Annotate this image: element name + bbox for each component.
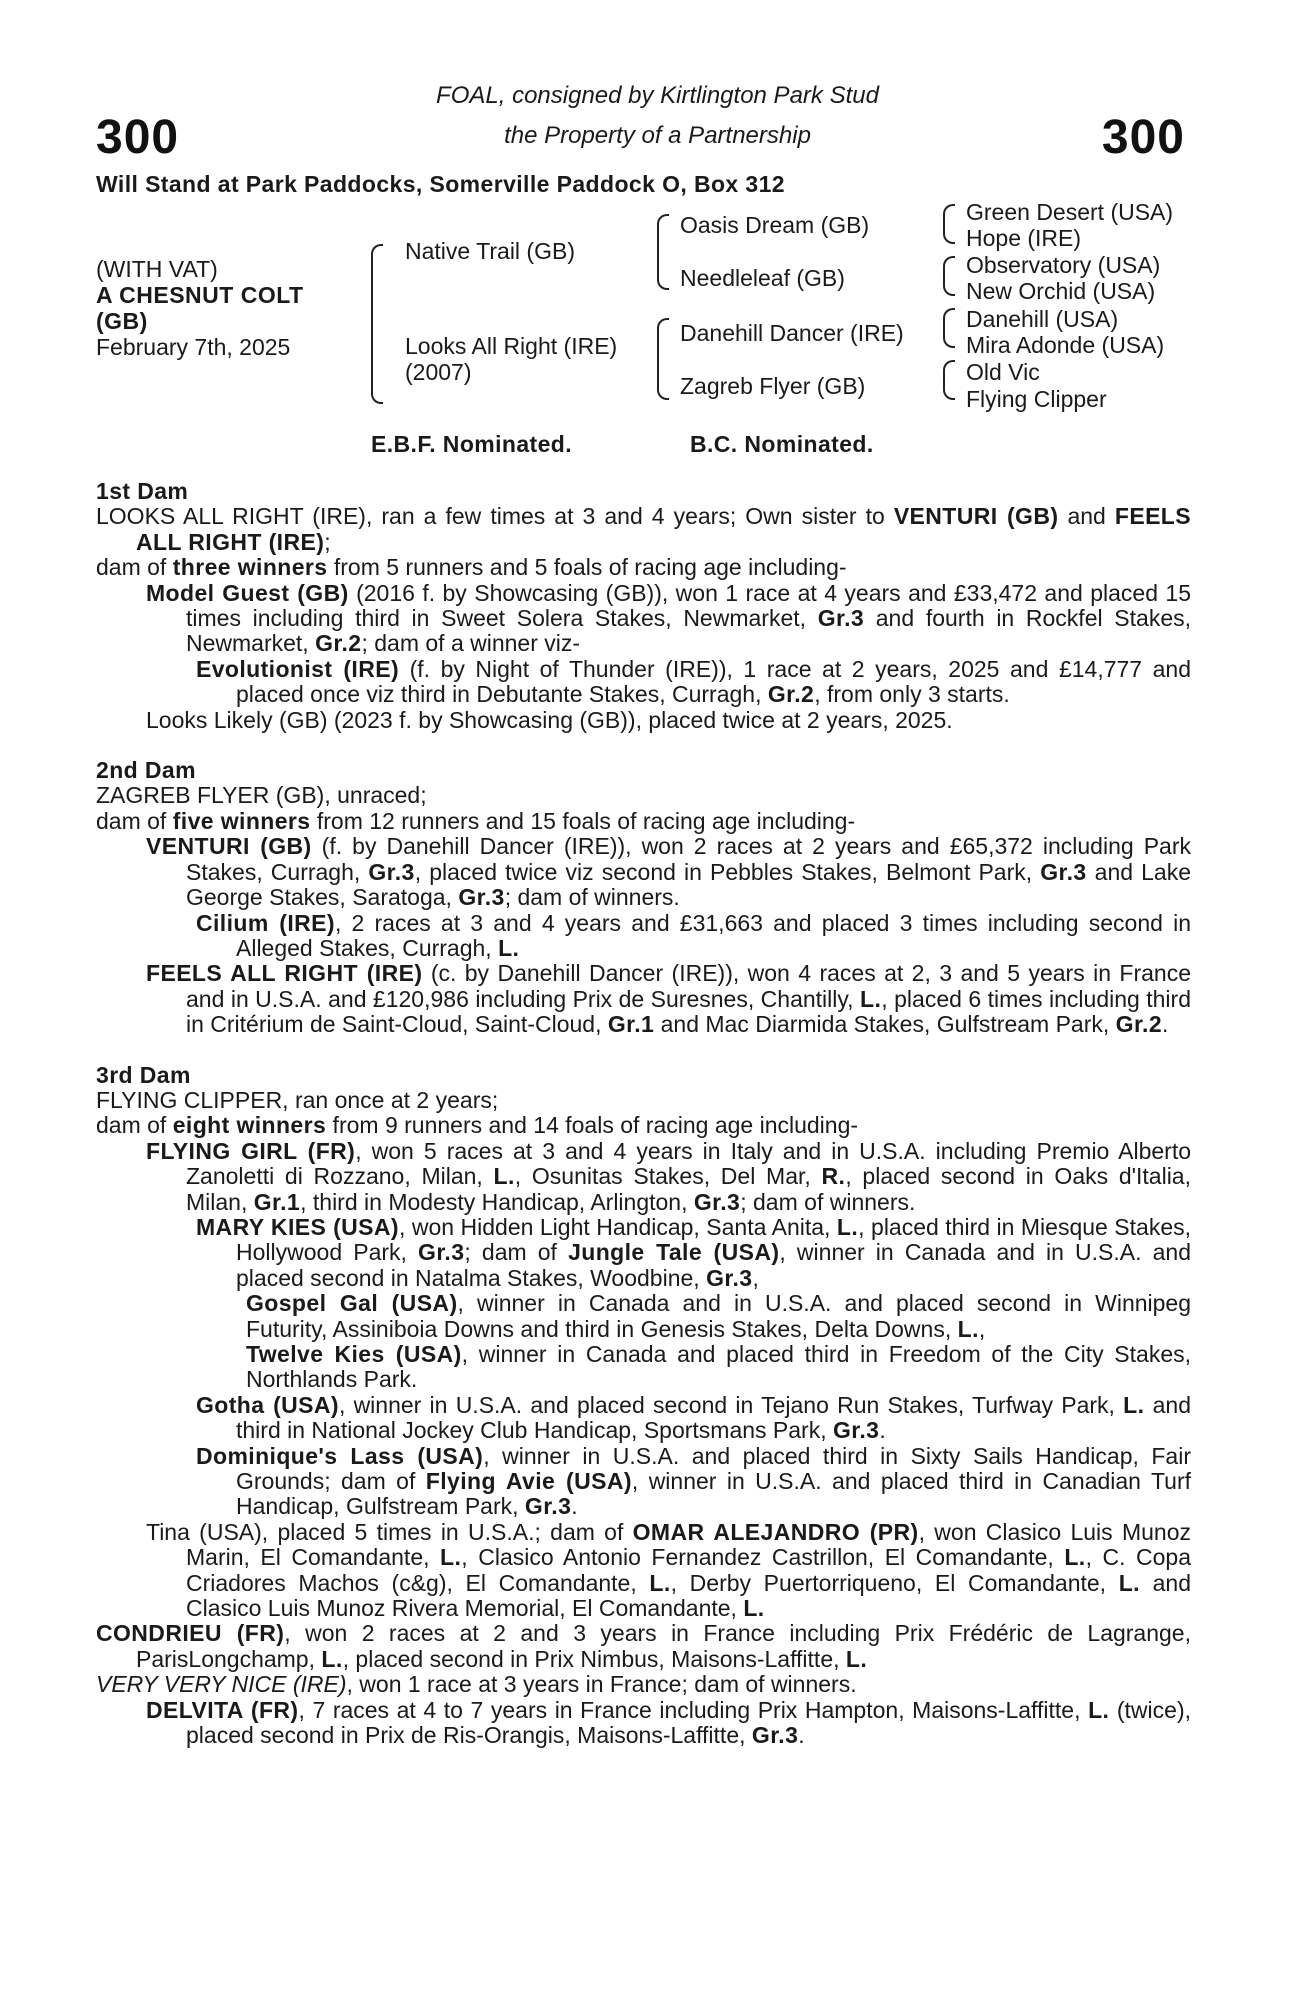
pedigree-dam: Looks All Right (IRE) bbox=[405, 333, 618, 359]
third-dam-heading: 3rd Dam bbox=[96, 1061, 191, 1088]
lot-number-right: 300 bbox=[1101, 111, 1185, 164]
pedigree-brace-g1 bbox=[943, 204, 955, 244]
second-dam-heading: 2nd Dam bbox=[96, 757, 196, 784]
looks-likely-entry: Looks Likely (GB) (2023 f. by Showcasing (GB)), placed twice at 2 years, 2025. bbox=[146, 706, 953, 733]
lot-number-left: 300 bbox=[96, 111, 180, 164]
venturi-entry: VENTURI (GB) (f. by Danehill Dancer (IRE)), won 2 races at 2 years and £65,372 including Park Stakes, Curragh, Gr.3, placed twice viz second in Pebbles Stakes, Belmont Park, Gr.3 and Lake George Stakes, Saratoga, Gr.3; dam of winners. bbox=[146, 833, 1192, 911]
second-dam-intro: ZAGREB FLYER (GB), unraced; bbox=[96, 782, 427, 809]
evolutionist-entry: Evolutionist (IRE) (f. by Night of Thunder (IRE)), 1 race at 2 years, 2025 and £14,777 and placed once viz third in Debutante Stakes, Curragh, Gr.2, from only 3 starts. bbox=[196, 655, 1191, 708]
pedigree-brace-g3 bbox=[943, 308, 955, 348]
delvita-entry: DELVITA (FR), 7 races at 4 to 7 years in France including Prix Hampton, Maisons-Laffitte, L. (twice), placed second in Prix de Ris-Orangis, Maisons-Laffitte, Gr.3. bbox=[146, 1696, 1191, 1749]
mary-kies-entry: MARY KIES (USA), won Hidden Light Handicap, Santa Anita, L., placed third in Miesque Stakes, Hollywood Park, Gr.3; dam of Jungle Tale (USA), winner in Canada and in U.S.A. and placed second in Natalma Stakes, Woodbine, Gr.3, bbox=[196, 1213, 1192, 1291]
pedigree-sire-sire: Oasis Dream (GB) bbox=[680, 212, 870, 238]
pedigree-sire-dam: Needleleaf (GB) bbox=[680, 265, 845, 291]
pedigree-g3-5: Danehill (USA) bbox=[966, 306, 1119, 332]
pedigree-brace-main bbox=[371, 244, 383, 404]
first-dam-heading: 1st Dam bbox=[96, 478, 189, 504]
condrieu-entry: CONDRIEU (FR), won 2 races at 2 and 3 years in France including Prix Frédéric de Lagrange, ParisLongchamp, L., placed second in Prix Nimbus, Maisons-Laffitte, L. bbox=[96, 1620, 1191, 1672]
pedigree-brace-g4 bbox=[943, 360, 955, 400]
pedigree-g3-3: Observatory (USA) bbox=[966, 252, 1161, 278]
tina-entry: Tina (USA), placed 5 times in U.S.A.; dam of OMAR ALEJANDRO (PR), won Clasico Luis Munoz Marin, El Comandante, L., Clasico Antonio Fernandez Castrillon, El Comandante, L., C. Copa Criadores Machos (c&g), El Comandante, L., Derby Puertorriqueno, El Comandante, L. and Clasico Luis Munoz Rivera Memorial, El Comandante, L. bbox=[146, 1518, 1192, 1622]
first-dam-produce: dam of three winners from 5 runners and 5 foals of racing age including- bbox=[96, 554, 847, 581]
horse-origin: (GB) bbox=[96, 308, 148, 334]
property-line: the Property of a Partnership bbox=[504, 122, 811, 149]
second-dam-produce: dam of five winners from 12 runners and 15 foals of racing age including- bbox=[96, 807, 856, 834]
pedigree-g3-4: New Orchid (USA) bbox=[966, 278, 1156, 304]
pedigree-brace-sire bbox=[657, 214, 669, 290]
very-very-nice-entry: VERY VERY NICE (IRE), won 1 race at 3 years in France; dam of winners. bbox=[96, 1671, 857, 1698]
bc-nomination: B.C. Nominated. bbox=[690, 431, 874, 457]
twelve-kies-entry: Twelve Kies (USA), winner in Canada and placed third in Freedom of the City Stakes, Northlands Park. bbox=[246, 1341, 1191, 1393]
foaling-date: February 7th, 2025 bbox=[96, 334, 291, 360]
catalogue-body bbox=[96, 479, 1191, 1749]
pedigree-dam-sire: Danehill Dancer (IRE) bbox=[680, 320, 904, 346]
pedigree-brace-g2 bbox=[943, 256, 955, 296]
third-dam-produce: dam of eight winners from 9 runners and 14 foals of racing age including- bbox=[96, 1112, 859, 1139]
first-dam-intro: LOOKS ALL RIGHT (IRE), ran a few times at 3 and 4 years; Own sister to VENTURI (GB) and FEELS ALL RIGHT (IRE); bbox=[96, 503, 1191, 555]
stand-location: Will Stand at Park Paddocks, Somerville Paddock O, Box 312 bbox=[96, 171, 785, 197]
horse-name: A CHESNUT COLT bbox=[96, 282, 304, 308]
dominiques-lass-entry: Dominique's Lass (USA), winner in U.S.A. and placed third in Sixty Sails Handicap, Fair Grounds; dam of Flying Avie (USA), winner in U.S.A. and placed third in Canadian Turf Handicap, Gulfstream Park, Gr.3. bbox=[196, 1442, 1192, 1520]
pedigree-brace-dam bbox=[657, 318, 669, 400]
third-dam-intro: FLYING CLIPPER, ran once at 2 years; bbox=[96, 1086, 499, 1113]
vat-note: (WITH VAT) bbox=[96, 256, 218, 282]
pedigree-sire: Native Trail (GB) bbox=[405, 238, 575, 264]
pedigree-g3-1: Green Desert (USA) bbox=[966, 199, 1174, 225]
model-guest-entry: Model Guest (GB) (2016 f. by Showcasing (GB)), won 1 race at 4 years and £33,472 and placed 15 times including third in Sweet Solera Stakes, Newmarket, Gr.3 and fourth in Rockfel Stakes, Newmarket, Gr.2; dam of a winner viz- bbox=[146, 579, 1191, 657]
gotha-entry: Gotha (USA), winner in U.S.A. and placed second in Tejano Run Stakes, Turfway Park, L. and third in National Jockey Club Handicap, Sportsmans Park, Gr.3. bbox=[196, 1391, 1191, 1444]
ebf-nomination: E.B.F. Nominated. bbox=[371, 431, 573, 457]
flying-girl-entry: FLYING GIRL (FR), won 5 races at 3 and 4 years in Italy and in U.S.A. including Premio Alberto Zanoletti di Rozzano, Milan, L., Osunitas Stakes, Del Mar, R., placed second in Oaks d'Italia, Milan, Gr.1, third in Modesty Handicap, Arlington, Gr.3; dam of winners. bbox=[146, 1137, 1191, 1215]
pedigree-g3-8: Flying Clipper bbox=[966, 386, 1107, 412]
cilium-entry: Cilium (IRE), 2 races at 3 and 4 years and £31,663 and placed 3 times including second in Alleged Stakes, Curragh, L. bbox=[196, 909, 1191, 961]
pedigree-g3-7: Old Vic bbox=[966, 359, 1040, 385]
pedigree-dam-dam: Zagreb Flyer (GB) bbox=[680, 373, 866, 399]
pedigree-g3-2: Hope (IRE) bbox=[966, 225, 1082, 251]
feels-all-right-entry: FEELS ALL RIGHT (IRE) (c. by Danehill Dancer (IRE)), won 4 races at 2, 3 and 5 years in France and in U.S.A. and £120,986 including Prix de Suresnes, Chantilly, L., placed 6 times including third in Critérium de Saint-Cloud, Saint-Cloud, Gr.1 and Mac Diarmida Stakes, Gulfstream Park, Gr.2. bbox=[146, 960, 1191, 1038]
pedigree-dam-year: (2007) bbox=[405, 359, 472, 385]
consignor-line: FOAL, consigned by Kirtlington Park Stud bbox=[436, 82, 879, 109]
pedigree-g3-6: Mira Adonde (USA) bbox=[966, 332, 1165, 358]
gospel-gal-entry: Gospel Gal (USA), winner in Canada and in U.S.A. and placed second in Winnipeg Futurity, Assiniboia Downs and third in Genesis Stakes, Delta Downs, L., bbox=[246, 1290, 1192, 1342]
